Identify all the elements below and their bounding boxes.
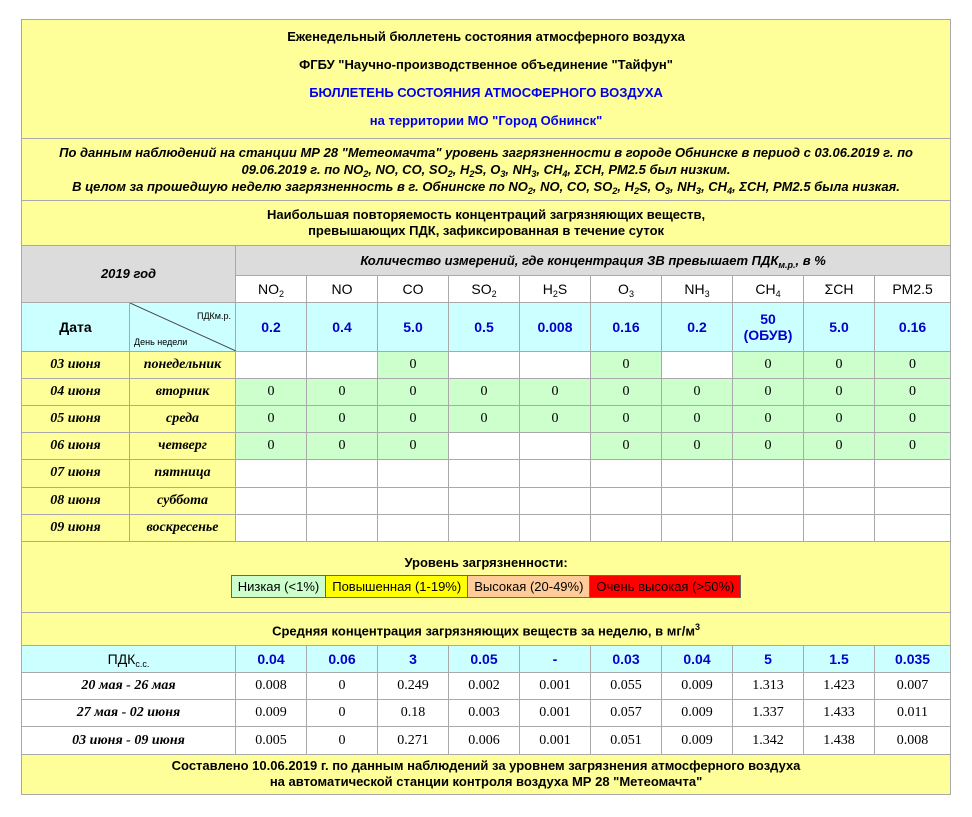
legend-very-high: Очень высокая (>50%) xyxy=(590,576,741,598)
exceedance-value xyxy=(804,514,875,541)
weekday-cell: воскресенье xyxy=(130,514,236,541)
table-row xyxy=(22,405,951,432)
exceedance-value xyxy=(804,460,875,487)
exceedance-value: 0 xyxy=(236,433,307,460)
exceedance-value xyxy=(520,460,591,487)
pdk-mr-value: 0.008 xyxy=(520,303,591,351)
pollutant-header: $NO_2$ xyxy=(236,275,307,302)
date-cell: 03 июня xyxy=(22,351,130,378)
pollutant-header: CO xyxy=(378,275,449,302)
exceedance-value xyxy=(236,351,307,378)
average-value: 0.009 xyxy=(662,700,733,727)
exceedance-value xyxy=(378,514,449,541)
exceedance-value: 0 xyxy=(591,378,662,405)
pdk-ss-row xyxy=(22,645,951,672)
legend-increased: Повышенная (1-19%) xyxy=(326,576,468,598)
date-cell: 07 июня xyxy=(22,460,130,487)
exceedance-value xyxy=(307,487,378,514)
average-row xyxy=(22,727,951,754)
exceedance-value xyxy=(520,487,591,514)
date-cell: 05 июня xyxy=(22,405,130,432)
exceedance-value xyxy=(591,487,662,514)
pollution-level-legend xyxy=(22,542,951,613)
exceedance-value xyxy=(662,351,733,378)
bulletin-table xyxy=(21,19,951,795)
exceedance-value: 0 xyxy=(662,433,733,460)
pdk-mr-value: 50 (ОБУВ) xyxy=(733,303,804,351)
average-value: 0.009 xyxy=(236,700,307,727)
pdk-ss-value: 0.04 xyxy=(662,645,733,672)
exceedance-value xyxy=(591,460,662,487)
territory-title: на территории МО "Город Обнинск" xyxy=(369,112,603,128)
legend-table xyxy=(231,575,742,598)
pdk-mr-value: 5.0 xyxy=(804,303,875,351)
exceedance-value: 0 xyxy=(449,405,520,432)
exceedance-value xyxy=(307,514,378,541)
period-label: 20 мая - 26 мая xyxy=(22,673,236,700)
pdk-mr-value: 0.16 xyxy=(875,303,951,351)
exceedance-value xyxy=(804,487,875,514)
exceedance-value: 0 xyxy=(804,405,875,432)
table-row xyxy=(22,514,951,541)
exceedance-value xyxy=(875,460,951,487)
average-value: 1.337 xyxy=(733,700,804,727)
average-value: 0.001 xyxy=(520,727,591,754)
exceedance-value xyxy=(236,460,307,487)
average-value: 1.438 xyxy=(804,727,875,754)
exceedance-value: 0 xyxy=(591,433,662,460)
weekday-cell: четверг xyxy=(130,433,236,460)
table-row xyxy=(22,460,951,487)
table-row xyxy=(22,351,951,378)
average-value: 0.011 xyxy=(875,700,951,727)
pdk-ss-value: 0.05 xyxy=(449,645,520,672)
date-cell: 08 июня xyxy=(22,487,130,514)
pdk-mr-value: 0.2 xyxy=(662,303,733,351)
average-value: 0.055 xyxy=(591,673,662,700)
repeatability-title: Наибольшая повторяемость концентраций загрязняющих веществ, превышающих ПДК, зафиксированная в течение суток xyxy=(22,201,951,245)
exceedance-count-header: Количество измерений, где концентрация ЗВ превышает $ПДК_{м.р.}$, в % xyxy=(236,245,951,275)
pollutant-header: NO xyxy=(307,275,378,302)
average-value: 0.007 xyxy=(875,673,951,700)
average-value: 0.009 xyxy=(662,673,733,700)
average-value: 0.249 xyxy=(378,673,449,700)
exceedance-value xyxy=(733,487,804,514)
exceedance-value xyxy=(449,351,520,378)
exceedance-value xyxy=(307,351,378,378)
average-value: 0.057 xyxy=(591,700,662,727)
pollutant-header: PM2.5 xyxy=(875,275,951,302)
exceedance-value: 0 xyxy=(378,433,449,460)
pdk-ss-value: 3 xyxy=(378,645,449,672)
exceedance-value xyxy=(449,514,520,541)
exceedance-value xyxy=(449,460,520,487)
pdk-ss-value: - xyxy=(520,645,591,672)
summary-text xyxy=(22,138,951,200)
pdk-ss-value: 0.04 xyxy=(236,645,307,672)
weekday-corner-label: День недели xyxy=(134,336,188,347)
exceedance-value: 0 xyxy=(307,405,378,432)
average-value: 0.003 xyxy=(449,700,520,727)
exceedance-value: 0 xyxy=(378,378,449,405)
exceedance-value: 0 xyxy=(662,378,733,405)
summary-paragraph-1: По данным наблюдений на станции МР 28 "Метеомачта" уровень загрязненности в городе Обнинске в период с 03.06.2019 г. по 09.06.2019 г. по $NO_2$, NO, CO, $SO_2$, $H_2S$, $O_3$, $NH_3$, $CH_4$, ΣCH, PM2.5 был низким. xyxy=(59,145,913,180)
pdk-mr-value: 0.2 xyxy=(236,303,307,351)
pdk-mr-value: 0.4 xyxy=(307,303,378,351)
pdk-ss-value: 0.035 xyxy=(875,645,951,672)
average-value: 0 xyxy=(307,727,378,754)
average-value: 0.008 xyxy=(236,673,307,700)
weekday-cell: среда xyxy=(130,405,236,432)
average-value: 1.313 xyxy=(733,673,804,700)
average-value: 0.001 xyxy=(520,700,591,727)
average-value: 0.001 xyxy=(520,673,591,700)
summary-paragraph-2: В целом за прошедшую неделю загрязненность в г. Обнинске по $NO_2$, NO, CO, $SO_2$, $H_2S$, $O_3$, $NH_3$, $CH_4$, ΣCH, PM2.5 была низкая. xyxy=(72,179,900,197)
period-label: 27 мая - 02 июня xyxy=(22,700,236,727)
average-value: 0.051 xyxy=(591,727,662,754)
legend-low: Низкая (<1%) xyxy=(231,576,326,598)
date-column-label: Дата xyxy=(22,303,130,351)
exceedance-value: 0 xyxy=(591,351,662,378)
pollutant-header: ΣCH xyxy=(804,275,875,302)
exceedance-value xyxy=(520,351,591,378)
weekday-cell: пятница xyxy=(130,460,236,487)
pdk-mr-value: 0.16 xyxy=(591,303,662,351)
exceedance-value: 0 xyxy=(378,351,449,378)
average-value: 1.433 xyxy=(804,700,875,727)
year-label: 2019 год xyxy=(22,245,236,302)
exceedance-value xyxy=(733,514,804,541)
weekday-cell: вторник xyxy=(130,378,236,405)
table-row xyxy=(22,433,951,460)
weekly-average-title: Средняя концентрация загрязняющих веществ за неделю, в $мг/м^3$ xyxy=(22,612,951,645)
exceedance-value xyxy=(662,514,733,541)
average-value: 0.005 xyxy=(236,727,307,754)
date-cell: 04 июня xyxy=(22,378,130,405)
exceedance-value xyxy=(307,460,378,487)
pdk-mr-value: 5.0 xyxy=(378,303,449,351)
exceedance-value xyxy=(449,487,520,514)
exceedance-value: 0 xyxy=(520,378,591,405)
exceedance-value xyxy=(520,433,591,460)
exceedance-value xyxy=(591,514,662,541)
exceedance-value: 0 xyxy=(804,378,875,405)
header-block xyxy=(22,20,951,139)
date-cell: 06 июня xyxy=(22,433,130,460)
pdk-ss-value: 0.06 xyxy=(307,645,378,672)
average-value: 0.271 xyxy=(378,727,449,754)
exceedance-value xyxy=(236,514,307,541)
pollution-level-title: Уровень загрязненности: xyxy=(404,555,568,571)
pdk-mr-value: 0.5 xyxy=(449,303,520,351)
exceedance-value: 0 xyxy=(804,433,875,460)
average-value: 0.18 xyxy=(378,700,449,727)
exceedance-value xyxy=(733,460,804,487)
pollutant-header: $CH_4$ xyxy=(733,275,804,302)
average-row xyxy=(22,700,951,727)
header-title: Еженедельный бюллетень состояния атмосферного воздуха xyxy=(287,28,685,44)
pollutant-header: $O_3$ xyxy=(591,275,662,302)
pollutant-header: $NH_3$ xyxy=(662,275,733,302)
average-value: 0.009 xyxy=(662,727,733,754)
exceedance-value xyxy=(875,487,951,514)
exceedance-value xyxy=(520,514,591,541)
pollutant-header: $SO_2$ xyxy=(449,275,520,302)
pdk-mr-corner-label: ПДКм.р. xyxy=(196,311,231,322)
exceedance-value xyxy=(378,487,449,514)
pdk-ss-value: 0.03 xyxy=(591,645,662,672)
exceedance-value: 0 xyxy=(733,351,804,378)
exceedance-value: 0 xyxy=(733,378,804,405)
header-organization: ФГБУ "Научно-производственное объединение "Тайфун" xyxy=(299,56,673,72)
exceedance-value: 0 xyxy=(733,433,804,460)
exceedance-value xyxy=(875,514,951,541)
exceedance-value: 0 xyxy=(804,351,875,378)
exceedance-value: 0 xyxy=(378,405,449,432)
average-value: 0.008 xyxy=(875,727,951,754)
exceedance-value: 0 xyxy=(875,405,951,432)
exceedance-value: 0 xyxy=(875,433,951,460)
diagonal-header-cell xyxy=(130,303,236,351)
exceedance-value xyxy=(378,460,449,487)
average-value: 0 xyxy=(307,700,378,727)
average-row xyxy=(22,673,951,700)
pdk-ss-value: 1.5 xyxy=(804,645,875,672)
exceedance-value xyxy=(449,433,520,460)
pdk-mr-row xyxy=(22,303,951,351)
average-value: 1.342 xyxy=(733,727,804,754)
date-cell: 09 июня xyxy=(22,514,130,541)
exceedance-value xyxy=(662,487,733,514)
exceedance-value xyxy=(662,460,733,487)
pdk-ss-label: $ПДК_{с.с.}$ xyxy=(22,645,236,672)
footer-note: Составлено 10.06.2019 г. по данным наблюдений за уровнем загрязнения атмосферного воздуха на автоматической станции контроля воздуха МР 28 "Метеомачта" xyxy=(22,754,951,794)
exceedance-value xyxy=(236,487,307,514)
exceedance-value: 0 xyxy=(307,433,378,460)
exceedance-value: 0 xyxy=(236,378,307,405)
exceedance-value: 0 xyxy=(875,378,951,405)
pollutant-header: $H_2S$ xyxy=(520,275,591,302)
exceedance-value: 0 xyxy=(449,378,520,405)
average-value: 0 xyxy=(307,673,378,700)
average-value: 0.006 xyxy=(449,727,520,754)
pdk-ss-value: 5 xyxy=(733,645,804,672)
average-value: 0.002 xyxy=(449,673,520,700)
legend-high: Высокая (20-49%) xyxy=(468,576,590,598)
table-row xyxy=(22,378,951,405)
bulletin-title: БЮЛЛЕТЕНЬ СОСТОЯНИЯ АТМОСФЕРНОГО ВОЗДУХА xyxy=(309,84,663,100)
exceedance-value: 0 xyxy=(662,405,733,432)
table-row xyxy=(22,487,951,514)
exceedance-value: 0 xyxy=(520,405,591,432)
weekday-cell: понедельник xyxy=(130,351,236,378)
period-label: 03 июня - 09 июня xyxy=(22,727,236,754)
exceedance-value: 0 xyxy=(307,378,378,405)
exceedance-value: 0 xyxy=(875,351,951,378)
weekday-cell: суббота xyxy=(130,487,236,514)
exceedance-value: 0 xyxy=(591,405,662,432)
exceedance-value: 0 xyxy=(236,405,307,432)
average-value: 1.423 xyxy=(804,673,875,700)
exceedance-value: 0 xyxy=(733,405,804,432)
